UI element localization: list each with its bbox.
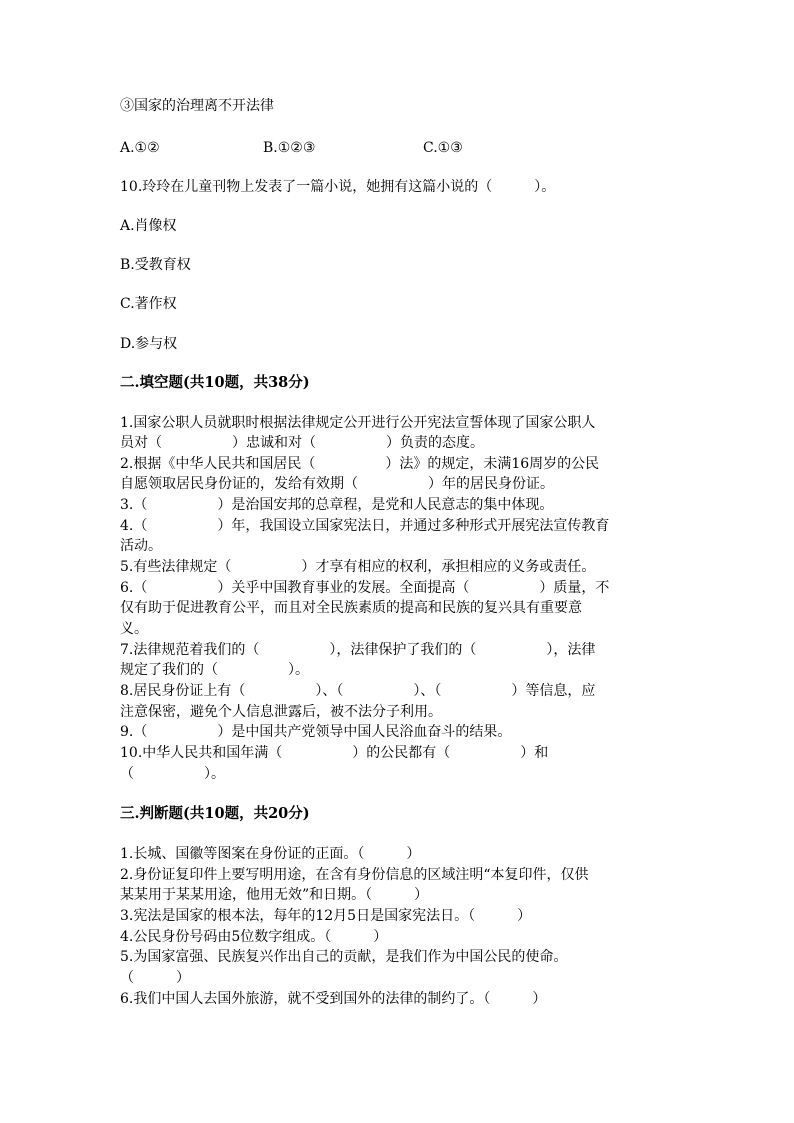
fill-line: 1.国家公职人员就职时根据法律规定公开进行公开宪法宣誓体现了国家公职人	[120, 415, 596, 431]
section-3-heading: 三.判断题(共10题，共20分)	[120, 805, 310, 822]
fill-line: 自愿领取居民身份证的，发给有效期（ ）年的居民身份证。	[120, 476, 554, 492]
fill-line: 规定了我们的（ ）。	[120, 662, 309, 678]
q10-question: 10.玲玲在儿童刊物上发表了一篇小说，她拥有这篇小说的（ ）。	[120, 179, 556, 195]
q9-choice-b: B.①②③	[263, 140, 316, 156]
q10-option-c: C.著作权	[120, 296, 177, 312]
fill-line: 9.（ ）是中国共产党领导中国人民浴血奋斗的结果。	[120, 724, 512, 740]
q9-option-3: ③国家的治理离不开法律	[120, 98, 274, 114]
judge-line: 5.为国家富强、民族复兴作出自己的贡献，是我们作为中国公民的使命。	[120, 949, 568, 965]
fill-line: 6.（ ）关乎中国教育事业的发展。全面提高（ ）质量，不	[120, 580, 610, 596]
fill-line: （ ）。	[120, 766, 225, 782]
section-2-heading: 二.填空题(共10题，共38分)	[120, 374, 310, 391]
judge-line: 4.公民身份号码由5位数字组成。（ ）	[120, 929, 388, 945]
judge-line: 3.宪法是国家的根本法，每年的12月5日是国家宪法日。（ ）	[120, 908, 532, 924]
judge-line: 6.我们中国人去国外旅游，就不受到国外的法律的制约了。（ ）	[120, 991, 547, 1007]
judge-line: 2.身份证复印件上要写明用途，在含有身份信息的区域注明“本复印件，仅供	[120, 867, 589, 883]
judge-line: （ ）	[120, 970, 190, 986]
q10-option-b: B.受教育权	[120, 257, 191, 273]
q9-choice-c: C.①③	[423, 140, 463, 156]
fill-line: 10.中华人民共和国年满（ ）的公民都有（ ）和	[120, 745, 549, 761]
fill-line: 活动。	[120, 538, 162, 554]
fill-line: 仅有助于促进教育公平，而且对全民族素质的提高和民族的复兴具有重要意	[120, 600, 582, 616]
q9-choice-a: A.①②	[120, 140, 160, 156]
judge-line: 1.长城、国徽等图案在身份证的正面。（ ）	[120, 846, 421, 862]
fill-line: 员对（ ）忠诚和对（ ）负责的态度。	[120, 435, 484, 451]
fill-line: 5.有些法律规定（ ）才享有相应的权利，承担相应的义务或责任。	[120, 559, 596, 575]
judge-line: 某某用于某某用途，他用无效”和日期。（ ）	[120, 887, 429, 903]
fill-line: 7.法律规范着我们的（ ），法律保护了我们的（ ），法律	[120, 642, 596, 658]
fill-line: 4.（ ）年，我国设立国家宪法日，并通过多种形式开展宪法宣传教育	[120, 518, 610, 534]
fill-line: 2.根据《中华人民共和国居民（ ）法》的规定，未满16周岁的公民	[120, 456, 600, 472]
fill-line: 8.居民身份证上有（ ）、（ ）、（ ）等信息，应	[120, 683, 596, 699]
fill-line: 义。	[120, 621, 148, 637]
fill-line: 3.（ ）是治国安邦的总章程，是党和人民意志的集中体现。	[120, 497, 554, 513]
fill-line: 注意保密，避免个人信息泄露后，被不法分子利用。	[120, 704, 442, 720]
q10-option-a: A.肖像权	[120, 218, 177, 234]
q10-option-d: D.参与权	[120, 336, 178, 352]
